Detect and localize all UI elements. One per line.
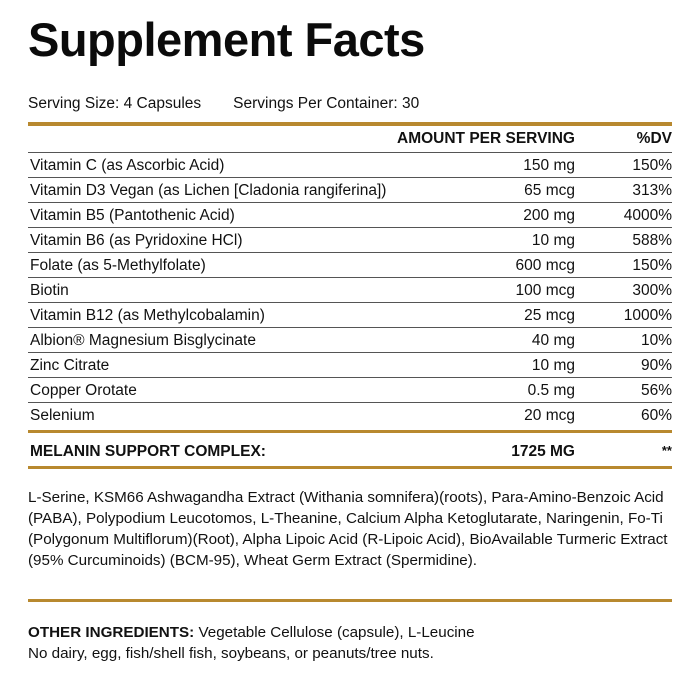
nutrient-row [28, 403, 672, 428]
nutrient-amount: 40 mg [531, 332, 575, 349]
ingredients-divider [28, 599, 672, 602]
nutrient-dv: 150% [632, 157, 672, 174]
nutrient-row [28, 303, 672, 328]
serving-info [28, 96, 419, 112]
nutrient-dv: 90% [640, 357, 672, 374]
nutrient-amount: 10 mg [531, 357, 575, 374]
nutrient-amount: 10 mg [531, 232, 575, 249]
nutrient-name: Biotin [30, 282, 69, 299]
nutrient-name: Copper Orotate [30, 382, 137, 399]
nutrient-dv: 313% [632, 182, 672, 199]
complex-name: MELANIN SUPPORT COMPLEX: [30, 443, 266, 460]
nutrient-amount: 0.5 mg [527, 382, 575, 399]
nutrient-amount: 20 mcg [524, 407, 575, 424]
amount-per-serving-header: AMOUNT PER SERVING [397, 130, 575, 147]
nutrient-row [28, 328, 672, 353]
nutrient-name: Zinc Citrate [30, 357, 110, 374]
top-divider [28, 122, 672, 126]
nutrient-row [28, 153, 672, 178]
nutrient-name: Folate (as 5-Methylfolate) [30, 257, 206, 274]
nutrient-name: Vitamin D3 Vegan (as Lichen [Cladonia rangiferina]) [30, 182, 387, 199]
other-ingredients-text: Vegetable Cellulose (capsule), L-Leucine [198, 624, 475, 641]
nutrient-dv: 56% [640, 382, 672, 399]
complex-amount: 1725 MG [511, 443, 575, 460]
nutrient-dv: 150% [632, 257, 672, 274]
other-ingredients-label: OTHER INGREDIENTS: [28, 624, 195, 641]
nutrient-row [28, 253, 672, 278]
nutrient-row [28, 178, 672, 203]
nutrient-dv: 4000% [623, 207, 672, 224]
other-ingredients [28, 622, 672, 664]
servings-per-container: Servings Per Container: 30 [233, 95, 420, 112]
complex-top-divider [28, 430, 672, 433]
complex-dv: ** [661, 443, 672, 458]
dv-header: %DV [636, 130, 672, 147]
nutrient-row [28, 278, 672, 303]
nutrient-dv: 588% [632, 232, 672, 249]
panel-title: Supplement Facts [28, 13, 425, 66]
nutrient-name: Selenium [30, 407, 95, 424]
nutrient-amount: 600 mcg [515, 257, 575, 274]
serving-size: Serving Size: 4 Capsules [28, 95, 202, 112]
complex-bottom-divider [28, 466, 672, 469]
nutrient-row [28, 228, 672, 253]
nutrient-dv: 10% [640, 332, 672, 349]
nutrient-dv: 60% [640, 407, 672, 424]
nutrient-name: Vitamin B6 (as Pyridoxine HCl) [30, 232, 243, 249]
allergen-note: No dairy, egg, fish/shell fish, soybeans, or peanuts/tree nuts. [28, 645, 434, 662]
complex-ingredient-list: L-Serine, KSM66 Ashwagandha Extract (Withania somnifera)(roots), Para-Amino-Benzoic Acid (PABA), Polypodium Leucotomos, L-Theanine, Calcium Alpha Ketoglutarate, Naringenin, Fo-Ti (Polygonum Multiflorum)(Root), Alpha Lipoic Acid (R-Lipoic Acid), BioAvailable Turmeric Extract (95% Curcuminoids) (BCM-95), Wheat Germ Extract (Spermidine). [28, 489, 668, 569]
nutrient-amount: 150 mg [523, 157, 575, 174]
nutrient-row [28, 378, 672, 403]
nutrient-name: Albion® Magnesium Bisglycinate [30, 332, 256, 349]
nutrient-dv: 300% [632, 282, 672, 299]
nutrient-name: Vitamin C (as Ascorbic Acid) [30, 157, 225, 174]
nutrient-amount: 25 mcg [524, 307, 575, 324]
nutrient-amount: 200 mg [523, 207, 575, 224]
nutrient-name: Vitamin B5 (Pantothenic Acid) [30, 207, 235, 224]
nutrient-amount: 65 mcg [524, 182, 575, 199]
nutrient-name: Vitamin B12 (as Methylcobalamin) [30, 307, 265, 324]
nutrient-amount: 100 mcg [515, 282, 575, 299]
nutrient-row [28, 353, 672, 378]
nutrient-dv: 1000% [623, 307, 672, 324]
nutrient-row [28, 203, 672, 228]
